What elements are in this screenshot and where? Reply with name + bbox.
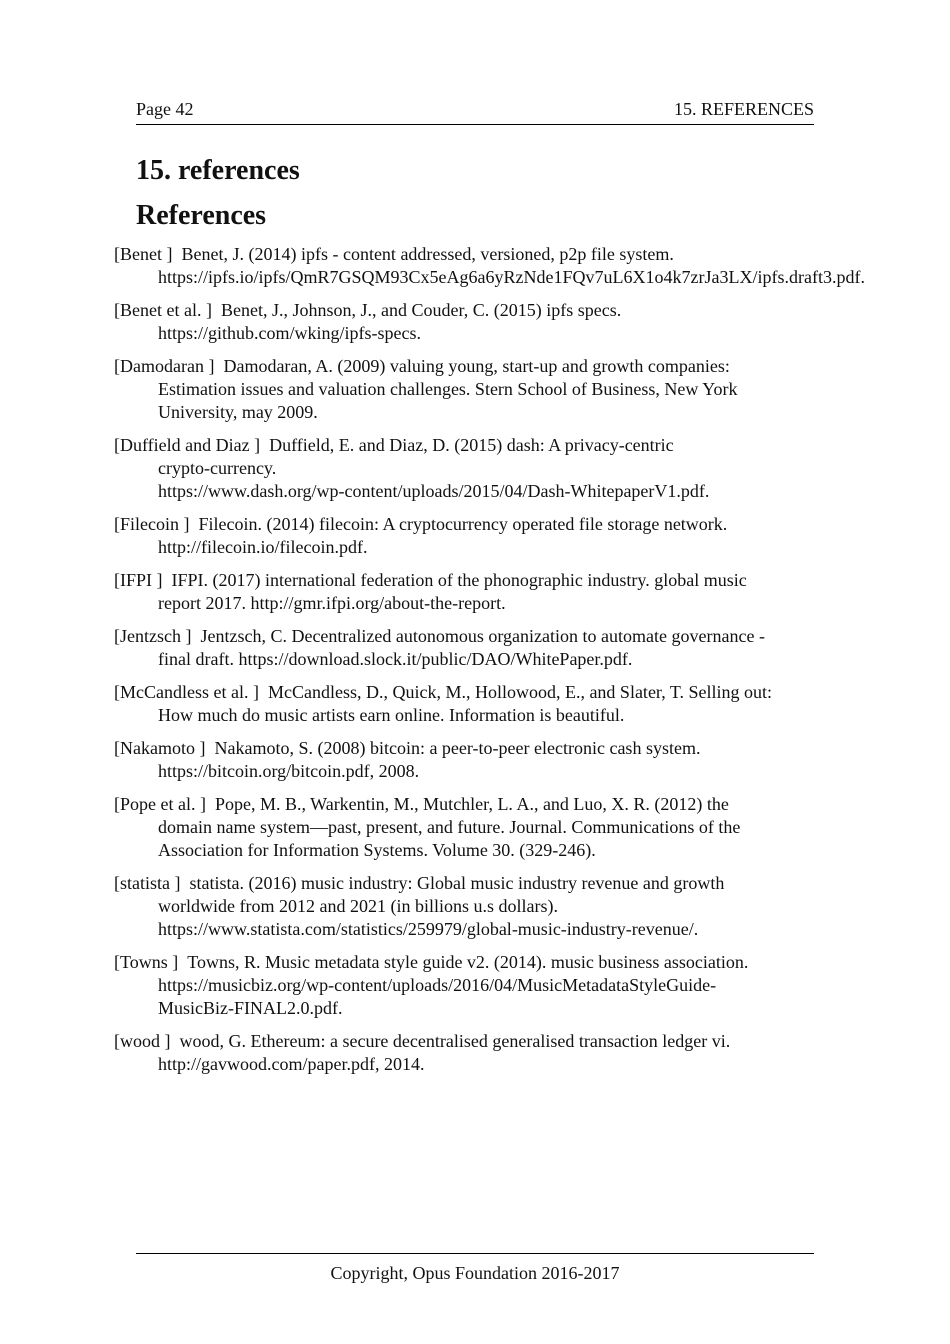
- reference-key: [statista ]: [114, 873, 181, 893]
- reference-text-line: How much do music artists earn online. Information is beautiful.: [158, 705, 625, 725]
- reference-text-line: statista. (2016) music industry: Global music industry revenue and growth: [189, 873, 725, 893]
- reference-text-line: Towns, R. Music metadata style guide v2. (2014). music business association.: [187, 952, 749, 972]
- reference-text-line: domain name system—past, present, and future. Journal. Communications of the: [158, 817, 741, 837]
- reference-key: [Benet ]: [114, 244, 173, 264]
- page-header: [136, 98, 814, 125]
- reference-text-line: https://www.dash.org/wp-content/uploads/2015/04/Dash-WhitepaperV1.pdf.: [158, 481, 710, 501]
- reference-text-line: https://www.statista.com/statistics/259979/global-music-industry-revenue/.: [158, 919, 699, 939]
- reference-key: [Duffield and Diaz ]: [114, 435, 261, 455]
- reference-key: [wood ]: [114, 1031, 171, 1051]
- reference-entry: [114, 299, 914, 345]
- reference-key: [Jentzsch ]: [114, 626, 192, 646]
- reference-entry: [114, 513, 914, 559]
- references-heading: References: [136, 200, 267, 231]
- reference-text-line: report 2017. http://gmr.ifpi.org/about-the-report.: [158, 593, 506, 613]
- reference-text-line: Pope, M. B., Warkentin, M., Mutchler, L. A., and Luo, X. R. (2012) the: [214, 794, 729, 814]
- reference-key: [Benet et al. ]: [114, 300, 212, 320]
- reference-entry: [114, 872, 914, 941]
- reference-key: [Towns ]: [114, 952, 179, 972]
- reference-text-line: Benet, J. (2014) ipfs - content addressed, versioned, p2p file system.: [181, 244, 674, 264]
- reference-text-line: Jentzsch, C. Decentralized autonomous organization to automate governance -: [200, 626, 765, 646]
- running-head: 15. REFERENCES: [673, 99, 814, 119]
- reference-text-line: worldwide from 2012 and 2021 (in billions u.s dollars).: [158, 896, 558, 916]
- reference-text-line: crypto-currency.: [158, 458, 277, 478]
- reference-text-line: Nakamoto, S. (2008) bitcoin: a peer-to-peer electronic cash system.: [214, 738, 701, 758]
- page-footer: [136, 1253, 814, 1284]
- reference-text-line: https://ipfs.io/ipfs/QmR7GSQM93Cx5eAg6a6yRzNde1FQv7uL6X1o4k7zrJa3LX/ipfs.draft3.pdf.: [158, 267, 865, 287]
- reference-text-line: https://musicbiz.org/wp-content/uploads/2016/04/MusicMetadataStyleGuide-: [158, 975, 717, 995]
- reference-text-line: Benet, J., Johnson, J., and Couder, C. (2015) ipfs specs.: [220, 300, 622, 320]
- reference-text-line: Duffield, E. and Diaz, D. (2015) dash: A privacy-centric: [269, 435, 674, 455]
- reference-entry: [114, 434, 914, 503]
- reference-text-line: https://bitcoin.org/bitcoin.pdf, 2008.: [158, 761, 420, 781]
- reference-entry: [114, 737, 914, 783]
- reference-entry: [114, 355, 914, 424]
- reference-text-line: http://gavwood.com/paper.pdf, 2014.: [158, 1054, 425, 1074]
- reference-text-line: IFPI. (2017) international federation of the phonographic industry. global music: [171, 570, 747, 590]
- reference-text-line: final draft. https://download.slock.it/public/DAO/WhitePaper.pdf.: [158, 649, 633, 669]
- reference-text-line: MusicBiz-FINAL2.0.pdf.: [158, 998, 343, 1018]
- page-number: Page 42: [136, 99, 194, 119]
- reference-list: [114, 243, 914, 1086]
- reference-entry: [114, 569, 914, 615]
- reference-text-line: McCandless, D., Quick, M., Hollowood, E., and Slater, T. Selling out:: [267, 682, 773, 702]
- reference-key: [Pope et al. ]: [114, 794, 206, 814]
- reference-text-line: Damodaran, A. (2009) valuing young, start-up and growth companies:: [223, 356, 730, 376]
- reference-entry: [114, 243, 914, 289]
- reference-text-line: http://filecoin.io/filecoin.pdf.: [158, 537, 368, 557]
- reference-key: [McCandless et al. ]: [114, 682, 259, 702]
- reference-key: [Filecoin ]: [114, 514, 190, 534]
- reference-text-line: Estimation issues and valuation challenges. Stern School of Business, New York: [158, 379, 738, 399]
- reference-text-line: wood, G. Ethereum: a secure decentralised generalised transaction ledger vi.: [179, 1031, 731, 1051]
- reference-entry: [114, 793, 914, 862]
- reference-text-line: Filecoin. (2014) filecoin: A cryptocurrency operated file storage network.: [198, 514, 728, 534]
- reference-text-line: Association for Information Systems. Volume 30. (329-246).: [158, 840, 596, 860]
- reference-entry: [114, 951, 914, 1020]
- reference-entry: [114, 1030, 914, 1076]
- reference-entry: [114, 681, 914, 727]
- section-title: 15. references: [136, 155, 300, 186]
- reference-key: [Nakamoto ]: [114, 738, 206, 758]
- reference-entry: [114, 625, 914, 671]
- reference-text-line: University, may 2009.: [158, 402, 318, 422]
- reference-key: [IFPI ]: [114, 570, 163, 590]
- reference-key: [Damodaran ]: [114, 356, 215, 376]
- reference-text-line: https://github.com/wking/ipfs-specs.: [158, 323, 421, 343]
- copyright-text: Copyright, Opus Foundation 2016-2017: [330, 1263, 620, 1283]
